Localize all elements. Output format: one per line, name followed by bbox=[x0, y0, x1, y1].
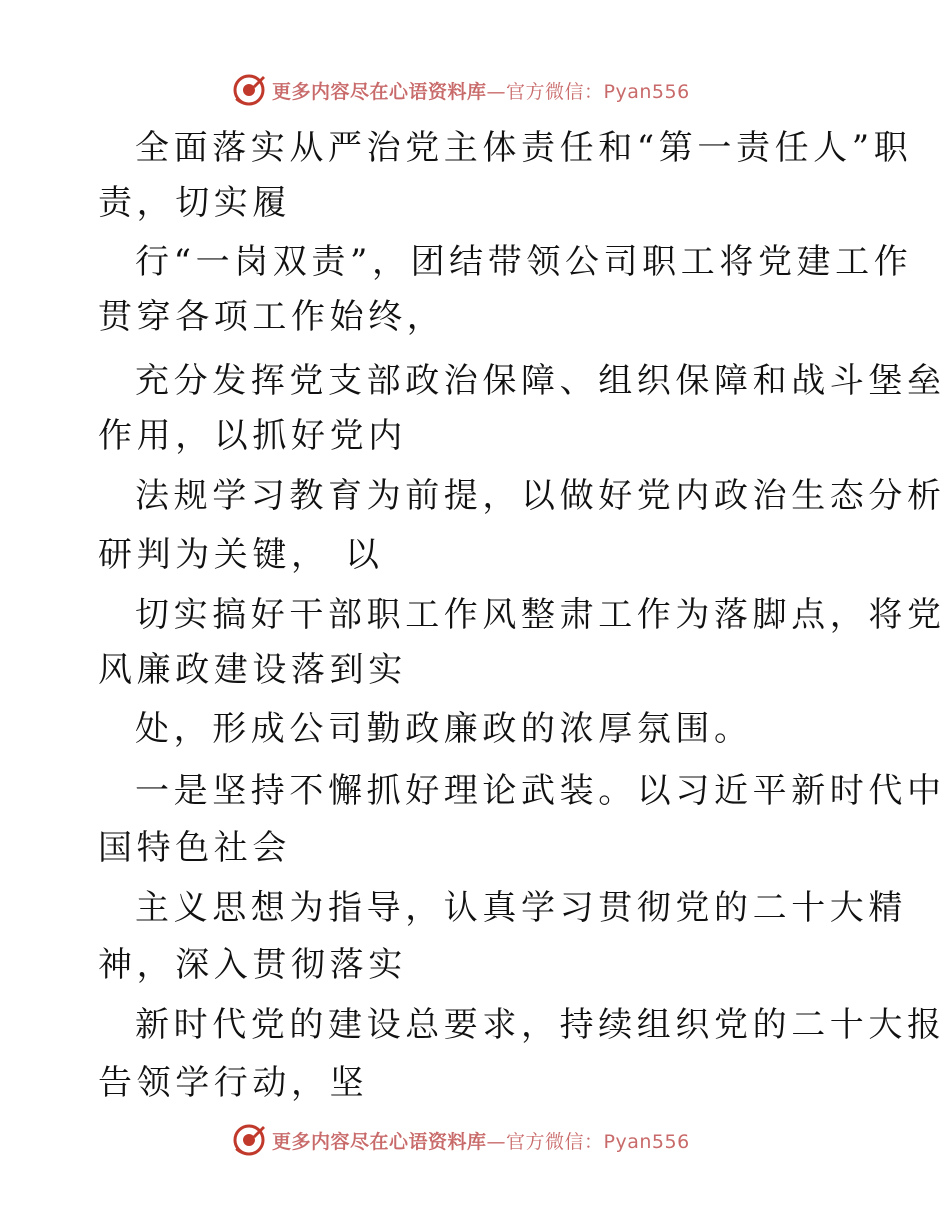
banner-wechat-label: 官方微信： bbox=[506, 80, 604, 103]
body-line: 国特色社会 bbox=[98, 828, 291, 868]
banner-dash: — bbox=[486, 1130, 507, 1153]
banner-main-text: 更多内容尽在心语资料库 bbox=[272, 80, 487, 103]
body-line: 全面落实从严治党主体责任和“第一责任人”职 bbox=[135, 128, 913, 168]
body-line: 贯穿各项工作始终， bbox=[98, 297, 446, 337]
body-line: 风廉政建设落到实 bbox=[98, 650, 407, 690]
banner-wechat-id: Pyan556 bbox=[603, 80, 690, 103]
body-line: 处，形成公司勤政廉政的浓厚氛围。 bbox=[135, 709, 753, 749]
header-banner bbox=[232, 70, 690, 110]
body-line: 告领学行动，坚 bbox=[98, 1063, 369, 1103]
body-line: 法规学习教育为前提，以做好党内政治生态分析 bbox=[135, 476, 946, 516]
body-line: 充分发挥党支部政治保障、组织保障和战斗堡垒 bbox=[135, 361, 946, 401]
body-line: 一是坚持不懈抓好理论武装。以习近平新时代中 bbox=[135, 771, 946, 811]
banner-dash: — bbox=[486, 80, 507, 103]
body-line: 新时代党的建设总要求，持续组织党的二十大报 bbox=[135, 1005, 946, 1045]
banner-main-text: 更多内容尽在心语资料库 bbox=[272, 1130, 487, 1153]
red-pen-logo-icon bbox=[232, 73, 266, 107]
body-line: 主义思想为指导，认真学习贯彻党的二十大精 bbox=[135, 888, 907, 928]
body-line: 作用，以抓好党内 bbox=[98, 416, 407, 456]
body-line: 责，切实履 bbox=[98, 183, 291, 223]
banner-wechat-id: Pyan556 bbox=[603, 1130, 690, 1153]
red-pen-logo-icon bbox=[232, 1123, 266, 1157]
body-line: 行“一岗双责”，团结带领公司职工将党建工作 bbox=[135, 242, 913, 282]
body-line: 研判为关键， 以 bbox=[98, 535, 384, 575]
body-line: 神，深入贯彻落实 bbox=[98, 945, 407, 985]
footer-banner bbox=[232, 1120, 690, 1160]
banner-wechat-label: 官方微信： bbox=[506, 1130, 604, 1153]
body-line: 切实搞好干部职工作风整肃工作为落脚点，将党 bbox=[135, 595, 946, 635]
